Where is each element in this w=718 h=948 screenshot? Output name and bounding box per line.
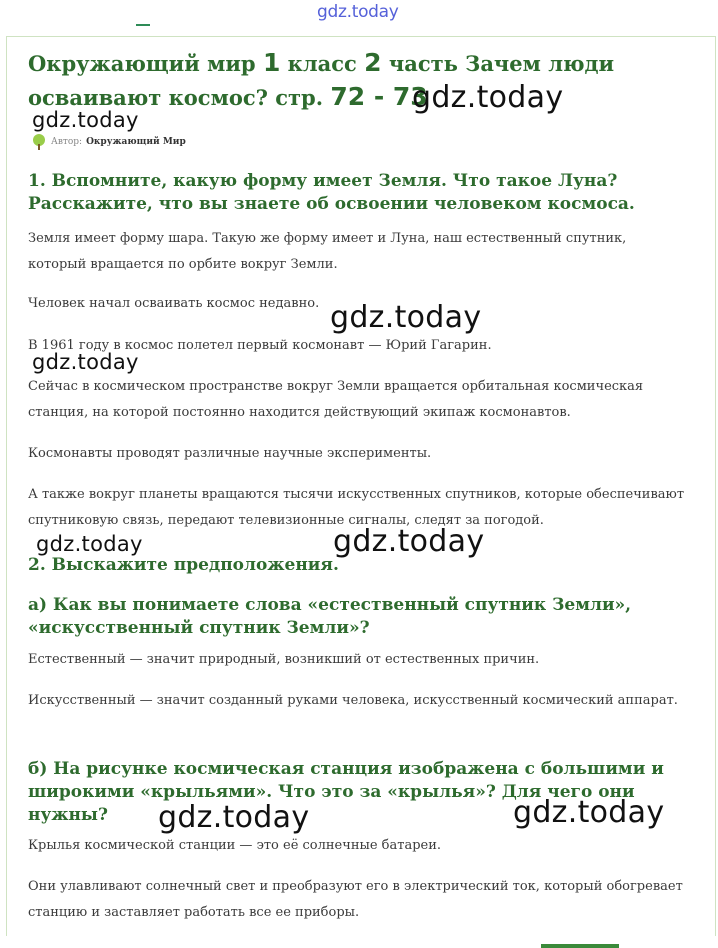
title-text-2: класс — [280, 51, 365, 76]
question-2b-heading: б) На рисунке космическая станция изображена с большими и широкими «крыльями». Что это за «крылья»? Для чего они нужны? — [28, 759, 664, 825]
question-1-heading: 1. Вспомните, какую форму имеет Земля. Что такое Луна? Расскажите, что вы знаете об освоении человеком космоса. — [28, 171, 635, 214]
tree-icon — [30, 133, 48, 151]
watermark: gdz.today — [333, 524, 485, 559]
watermark: gdz.today — [330, 300, 482, 335]
title-text-3: часть Зачем люди осваивают космос? стр. — [28, 51, 615, 110]
watermark: gdz.today — [513, 795, 665, 830]
watermark: gdz.today — [36, 532, 143, 556]
bottom-bar — [541, 944, 619, 948]
title-text-1: Окружающий мир — [28, 51, 263, 76]
answer-1-paragraph-5: Космонавты проводят различные научные эксперименты. — [28, 446, 432, 461]
answer-2b-paragraph-1: Крылья космической станции — это её солнечные батареи. — [28, 838, 442, 853]
author-link[interactable]: Окружающий Мир — [86, 137, 186, 147]
answer-1-paragraph-1: Земля имеет форму шара. Такую же форму имеет и Луна, наш естественный спутник, который вращается по орбите вокруг Земли. — [28, 231, 627, 272]
question-2a-heading: а) Как вы понимаете слова «естественный спутник Земли», «искусственный спутник Земли»? — [28, 595, 632, 638]
top-bar — [0, 0, 718, 36]
watermark: gdz.today — [32, 108, 139, 132]
author-line — [30, 132, 186, 152]
answer-1-paragraph-4: Сейчас в космическом пространстве вокруг Земли вращается орбитальная космическая станция, на которой постоянно находится действующий экипаж космонавтов. — [28, 379, 644, 420]
watermark: gdz.today — [32, 350, 139, 374]
answer-2a-paragraph-1: Естественный — значит природный, возникший от естественных причин. — [28, 652, 540, 667]
answer-2a-paragraph-2: Искусственный — значит созданный руками человека, искусственный космический аппарат. — [28, 693, 678, 708]
answer-2b-paragraph-2: Они улавливают солнечный свет и преобразуют его в электрический ток, который обогревает станцию и заставляет работать все ее приборы. — [28, 879, 683, 920]
site-logo[interactable]: gdz.today — [317, 2, 399, 22]
author-label: Автор: — [51, 137, 83, 147]
title-pages: 72 - 73 — [330, 82, 428, 111]
title-grade: 1 — [262, 48, 281, 77]
answer-1-paragraph-6: А также вокруг планеты вращаются тысячи искусственных спутников, которые обеспечивают спутниковую связь, передают телевизионные сигналы, следят за погодой. — [28, 487, 685, 528]
question-2-heading: 2. Выскажите предположения. — [28, 555, 339, 575]
title-part-number: 2 — [364, 48, 382, 77]
answer-1-paragraph-3: В 1961 году в космос полетел первый космонавт — Юрий Гагарин. — [28, 338, 492, 353]
answer-1-paragraph-2: Человек начал осваивать космос недавно. — [28, 296, 320, 311]
watermark: gdz.today — [158, 800, 310, 835]
watermark: gdz.today — [412, 80, 564, 115]
menu-toggle-icon[interactable] — [136, 24, 150, 26]
